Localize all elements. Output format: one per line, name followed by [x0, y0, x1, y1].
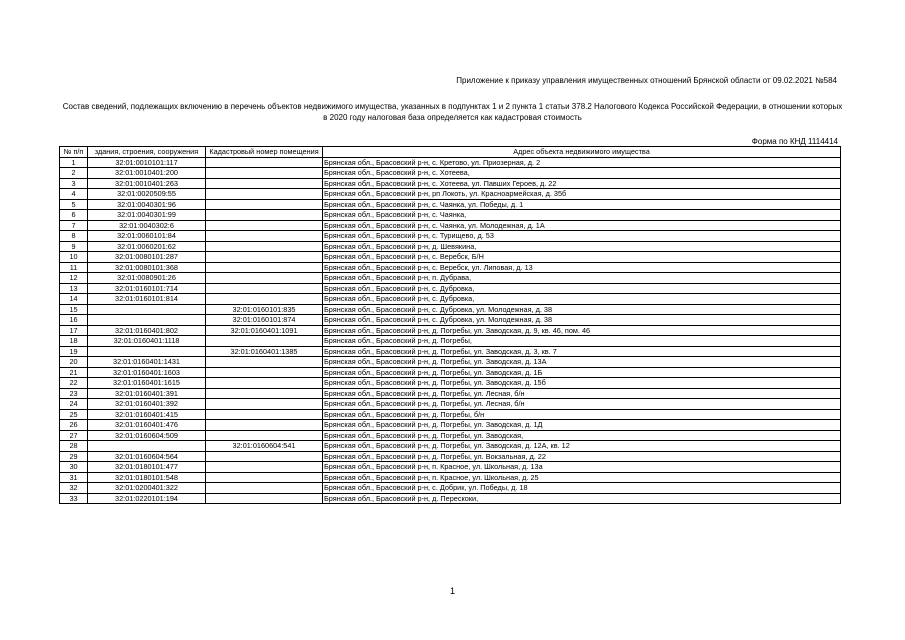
table-row [60, 409, 841, 420]
column-header-premises: Кадастровый номер помещения [206, 147, 323, 158]
cell-building-cadastral: 32:01:0220101:194 [88, 493, 206, 504]
table-row [60, 399, 841, 410]
cell-premises-cadastral [206, 231, 323, 242]
cell-building-cadastral: 32:01:0160101:814 [88, 294, 206, 305]
cell-num: 15 [60, 304, 88, 315]
cell-building-cadastral: 32:01:0160401:392 [88, 399, 206, 410]
cell-premises-cadastral [206, 210, 323, 221]
cell-building-cadastral: 32:01:0180101:548 [88, 472, 206, 483]
cell-address: Брянская обл., Брасовский р-н, д. Погребы, ул. Заводская, д. 15б [323, 378, 841, 389]
table-row [60, 273, 841, 284]
cell-address: Брянская обл., Брасовский р-н, с. Дубровка, ул. Молодежная, д. 38 [323, 304, 841, 315]
cell-premises-cadastral [206, 420, 323, 431]
table-row [60, 346, 841, 357]
appendix-reference: Приложение к приказу управления имущественных отношений Брянской области от 09.02.2021 №584 [456, 76, 837, 85]
cell-num: 8 [60, 231, 88, 242]
cell-address: Брянская обл., Брасовский р-н, д. Погребы, ул. Заводская, [323, 430, 841, 441]
cell-building-cadastral: 32:01:0080101:368 [88, 262, 206, 273]
table-row [60, 336, 841, 347]
table-row [60, 462, 841, 473]
cell-address: Брянская обл., Брасовский р-н, с. Хотеева, ул. Павших Героев, д. 22 [323, 178, 841, 189]
cell-address: Брянская обл., Брасовский р-н, с. Кретово, ул. Приозерная, д. 2 [323, 157, 841, 168]
cell-premises-cadastral [206, 252, 323, 263]
cell-address: Брянская обл., Брасовский р-н, д. Шевякина, [323, 241, 841, 252]
cell-address: Брянская обл., Брасовский р-н, п. Красное, ул. Школьная, д. 13а [323, 462, 841, 473]
cell-premises-cadastral [206, 262, 323, 273]
cell-address: Брянская обл., Брасовский р-н, с. Веребск, Б/Н [323, 252, 841, 263]
cell-premises-cadastral [206, 168, 323, 179]
cell-premises-cadastral [206, 336, 323, 347]
cell-building-cadastral: 32:01:0160401:1118 [88, 336, 206, 347]
table-row [60, 283, 841, 294]
cell-building-cadastral: 32:01:0060201:62 [88, 241, 206, 252]
cell-building-cadastral: 32:01:0020509:55 [88, 189, 206, 200]
cell-premises-cadastral [206, 178, 323, 189]
column-header-address: Адрес объекта недвижимого имущества [323, 147, 841, 158]
cell-premises-cadastral [206, 241, 323, 252]
cell-premises-cadastral [206, 483, 323, 494]
cell-num: 27 [60, 430, 88, 441]
table-row [60, 189, 841, 200]
cell-num: 31 [60, 472, 88, 483]
cell-building-cadastral: 32:01:0160401:476 [88, 420, 206, 431]
cell-num: 24 [60, 399, 88, 410]
cell-address: Брянская обл., Брасовский р-н, д. Погребы, ул. Лесная, б/н [323, 388, 841, 399]
cell-num: 4 [60, 189, 88, 200]
cell-premises-cadastral: 32:01:0160401:1385 [206, 346, 323, 357]
cell-num: 21 [60, 367, 88, 378]
cell-num: 29 [60, 451, 88, 462]
cell-building-cadastral: 32:01:0160401:391 [88, 388, 206, 399]
table-row [60, 367, 841, 378]
cell-num: 12 [60, 273, 88, 284]
cell-building-cadastral: 32:01:0040301:99 [88, 210, 206, 221]
property-registry-table [59, 146, 841, 504]
cell-premises-cadastral [206, 493, 323, 504]
cell-building-cadastral: 32:01:0010401:200 [88, 168, 206, 179]
cell-num: 3 [60, 178, 88, 189]
cell-building-cadastral: 32:01:0160401:1431 [88, 357, 206, 368]
table-row [60, 420, 841, 431]
cell-premises-cadastral [206, 472, 323, 483]
cell-building-cadastral: 32:01:0160401:1615 [88, 378, 206, 389]
cell-premises-cadastral [206, 430, 323, 441]
cell-address: Брянская обл., Брасовский р-н, с. Турищево, д. 53 [323, 231, 841, 242]
column-header-num: № п/п [60, 147, 88, 158]
cell-premises-cadastral: 32:01:0160604:541 [206, 441, 323, 452]
table-row [60, 178, 841, 189]
cell-premises-cadastral [206, 189, 323, 200]
cell-building-cadastral [88, 441, 206, 452]
cell-address: Брянская обл., Брасовский р-н, с. Дубровка, ул. Молодежная, д. 38 [323, 315, 841, 326]
table-header-row [60, 147, 841, 158]
table-row [60, 241, 841, 252]
cell-num: 30 [60, 462, 88, 473]
cell-building-cadastral [88, 315, 206, 326]
cell-premises-cadastral [206, 220, 323, 231]
table-row [60, 231, 841, 242]
table-row [60, 220, 841, 231]
cell-num: 17 [60, 325, 88, 336]
cell-premises-cadastral [206, 157, 323, 168]
cell-building-cadastral: 32:01:0160101:714 [88, 283, 206, 294]
cell-num: 23 [60, 388, 88, 399]
table-row [60, 325, 841, 336]
cell-num: 32 [60, 483, 88, 494]
table-row [60, 315, 841, 326]
cell-building-cadastral [88, 346, 206, 357]
cell-num: 19 [60, 346, 88, 357]
cell-premises-cadastral: 32:01:0160401:1091 [206, 325, 323, 336]
table-row [60, 199, 841, 210]
cell-building-cadastral: 32:01:0160604:564 [88, 451, 206, 462]
cell-num: 10 [60, 252, 88, 263]
table-row [60, 483, 841, 494]
cell-building-cadastral: 32:01:0160401:1603 [88, 367, 206, 378]
table-row [60, 388, 841, 399]
cell-building-cadastral: 32:01:0060101:84 [88, 231, 206, 242]
cell-address: Брянская обл., Брасовский р-н, д. Погребы, ул. Лесная, б/н [323, 399, 841, 410]
cell-building-cadastral: 32:01:0080901:26 [88, 273, 206, 284]
cell-address: Брянская обл., Брасовский р-н, д. Погребы, ул. Заводская, д. 12А, кв. 12 [323, 441, 841, 452]
cell-address: Брянская обл., Брасовский р-н, п. Дубрава, [323, 273, 841, 284]
cell-address: Брянская обл., Брасовский р-н, с. Веребск, ул. Липовая, д. 13 [323, 262, 841, 273]
cell-address: Брянская обл., Брасовский р-н, п. Красное, ул. Школьная, д. 25 [323, 472, 841, 483]
cell-num: 11 [60, 262, 88, 273]
cell-address: Брянская обл., Брасовский р-н, д. Перескоки, [323, 493, 841, 504]
page-number: 1 [449, 586, 455, 596]
cell-building-cadastral: 32:01:0180101:477 [88, 462, 206, 473]
cell-premises-cadastral [206, 462, 323, 473]
table-row [60, 441, 841, 452]
cell-address: Брянская обл., Брасовский р-н, с. Дубровка, [323, 283, 841, 294]
document-title: Состав сведений, подлежащих включению в перечень объектов недвижимого имущества, указанных в подпунктах 1 и 2 пункта 1 статьи 378.2 Налогового Кодекса Российской Федерации, в отношении которых в 2020 году налоговая база определяется как кадастровая стоимость [62, 102, 843, 122]
cell-premises-cadastral [206, 451, 323, 462]
cell-premises-cadastral [206, 273, 323, 284]
table-row [60, 430, 841, 441]
cell-address: Брянская обл., Брасовский р-н, с. Чаянка, ул. Победы, д. 1 [323, 199, 841, 210]
cell-address: Брянская обл., Брасовский р-н, д. Погребы, ул. Вокзальная, д. 22 [323, 451, 841, 462]
cell-building-cadastral: 32:01:0040302:6 [88, 220, 206, 231]
cell-premises-cadastral: 32:01:0160101:835 [206, 304, 323, 315]
table-row [60, 493, 841, 504]
cell-premises-cadastral [206, 409, 323, 420]
cell-building-cadastral: 32:01:0160604:509 [88, 430, 206, 441]
cell-address: Брянская обл., Брасовский р-н, с. Хотеева, [323, 168, 841, 179]
table-row [60, 378, 841, 389]
table-row [60, 252, 841, 263]
table-row [60, 472, 841, 483]
cell-num: 16 [60, 315, 88, 326]
table-row [60, 168, 841, 179]
cell-num: 20 [60, 357, 88, 368]
cell-premises-cadastral [206, 399, 323, 410]
cell-address: Брянская обл., Брасовский р-н, д. Погребы, ул. Заводская, д. 9, кв. 46, пом. 46 [323, 325, 841, 336]
cell-num: 14 [60, 294, 88, 305]
cell-premises-cadastral [206, 283, 323, 294]
cell-premises-cadastral: 32:01:0160101:874 [206, 315, 323, 326]
cell-premises-cadastral [206, 199, 323, 210]
cell-building-cadastral: 32:01:0160401:415 [88, 409, 206, 420]
cell-num: 13 [60, 283, 88, 294]
cell-premises-cadastral [206, 388, 323, 399]
table-row [60, 157, 841, 168]
table-row [60, 304, 841, 315]
cell-address: Брянская обл., Брасовский р-н, рп Локоть, ул. Красноармейская, д. 35б [323, 189, 841, 200]
cell-address: Брянская обл., Брасовский р-н, с. Добрик, ул. Победы, д. 18 [323, 483, 841, 494]
cell-building-cadastral: 32:01:0040301:96 [88, 199, 206, 210]
table-row [60, 451, 841, 462]
cell-building-cadastral: 32:01:0160401:802 [88, 325, 206, 336]
table-body [60, 157, 841, 504]
cell-num: 26 [60, 420, 88, 431]
cell-num: 25 [60, 409, 88, 420]
cell-address: Брянская обл., Брасовский р-н, д. Погребы, ул. Заводская, д. 1Д [323, 420, 841, 431]
cell-address: Брянская обл., Брасовский р-н, д. Погребы, ул. Заводская, д. 13А [323, 357, 841, 368]
cell-address: Брянская обл., Брасовский р-н, д. Погребы, ул. Заводская, д. 1Б [323, 367, 841, 378]
cell-address: Брянская обл., Брасовский р-н, д. Погребы, [323, 336, 841, 347]
cell-premises-cadastral [206, 357, 323, 368]
cell-building-cadastral [88, 304, 206, 315]
cell-num: 18 [60, 336, 88, 347]
cell-num: 28 [60, 441, 88, 452]
cell-num: 7 [60, 220, 88, 231]
cell-num: 1 [60, 157, 88, 168]
cell-building-cadastral: 32:01:0080101:287 [88, 252, 206, 263]
cell-num: 6 [60, 210, 88, 221]
cell-address: Брянская обл., Брасовский р-н, с. Чаянка, ул. Молодежная, д. 1А [323, 220, 841, 231]
cell-building-cadastral: 32:01:0200401:322 [88, 483, 206, 494]
cell-address: Брянская обл., Брасовский р-н, д. Погребы, б/н [323, 409, 841, 420]
table-row [60, 357, 841, 368]
cell-premises-cadastral [206, 367, 323, 378]
cell-num: 22 [60, 378, 88, 389]
cell-premises-cadastral [206, 294, 323, 305]
cell-address: Брянская обл., Брасовский р-н, с. Чаянка, [323, 210, 841, 221]
cell-num: 2 [60, 168, 88, 179]
cell-address: Брянская обл., Брасовский р-н, д. Погребы, ул. Заводская, д. 3, кв. 7 [323, 346, 841, 357]
cell-building-cadastral: 32:01:0010401:263 [88, 178, 206, 189]
cell-num: 33 [60, 493, 88, 504]
column-header-building: здания, строения, сооружения [88, 147, 206, 158]
cell-premises-cadastral [206, 378, 323, 389]
table-row [60, 294, 841, 305]
table-row [60, 210, 841, 221]
cell-address: Брянская обл., Брасовский р-н, с. Дубровка, [323, 294, 841, 305]
cell-building-cadastral: 32:01:0010101:117 [88, 157, 206, 168]
table-row [60, 262, 841, 273]
form-code: Форма по КНД 1114414 [751, 137, 838, 146]
cell-num: 5 [60, 199, 88, 210]
cell-num: 9 [60, 241, 88, 252]
